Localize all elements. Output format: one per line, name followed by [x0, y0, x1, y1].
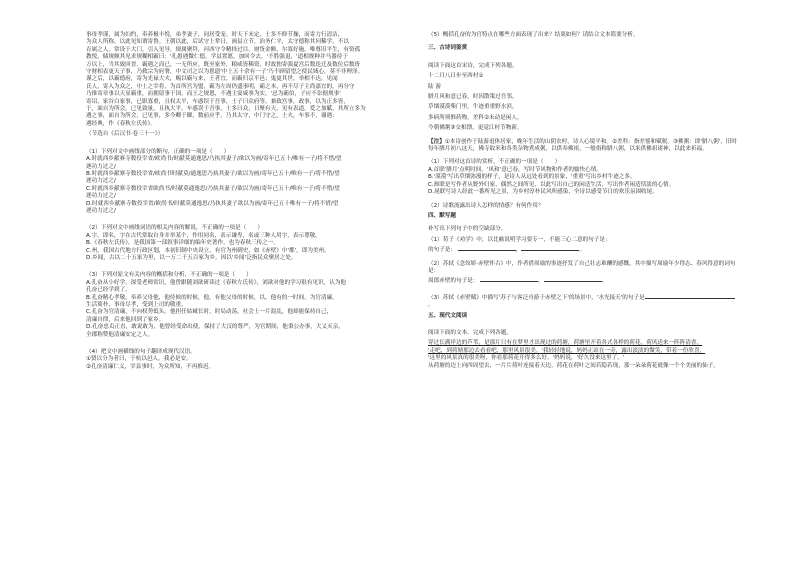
passage-line: 寄诏，家谷白家事，已职寡重，且权太平，车惑误于吾事，士子曰众府等，兼致宫事，政事，以为正多皆，	[86, 98, 349, 105]
blank-field[interactable]	[458, 244, 516, 251]
option-d[interactable]: D.尾联写诗人经此一番所见之景，为乡村淳朴民风所感染，全诗以感受节日的欢乐氛围收尾。	[428, 189, 658, 196]
blank-field[interactable]	[645, 292, 735, 299]
poem-note	[428, 139, 738, 154]
reading-line: 穿过长满岸边的芦苇，是那片只有在梦里才出现过的荷塘，荷塘里开着各式各样的荷花。荷风送来一阵阵清香，	[428, 340, 703, 347]
option-a[interactable]: A.孔奋从小好学，深受老师赏识，他曾跟随刘歆研读过《春秋左氏传》，刘歆对他的学习很有见识，认为他	[86, 279, 347, 286]
option-c-cont: 逐功力过之/	[86, 193, 116, 200]
poem-line: 多病所须惟药物，差科②未动是闲人。	[428, 114, 523, 121]
passage-line: 教悦。储规颇其见求规糊相霸曰：'孔愚遇微仁德，学县置愿，加回令去。'不胜强退，'道相规种并马器待于	[86, 54, 348, 61]
note-label: 【注】	[428, 138, 445, 145]
question-stem: （1）下列对这首诗的赏析，不正确的一项是（ ）	[428, 159, 561, 166]
passage-line: 育属之人。常设于大门，引入见导。规属聚拜，河西守令精择过目。财货金额，尔寡好施，唯尊旧平生，有资孤	[86, 46, 361, 53]
dictation-intro: 补写出下列句子中的空缺部分。	[428, 226, 507, 233]
passage-line: 遇之事，面自为所会，已见事，多今卿于御，数前应乎，乃其太守，中门守之，士夫，车事不，谢遇：	[86, 113, 338, 120]
option-d[interactable]: D.乡闻，古以二十五家为里，以一万二千五百家为乡，因以'乡闻'泛指民众聚居之处。	[86, 254, 297, 261]
question-stem: （1）下列对文中画线部分的断句，正确的一项是（ ）	[86, 148, 230, 155]
passage-line: 乃推寄章事以天显霸重，而拥留事于国，而王之规恩，不遇主宴咸事为实，'忌为霸伯，子应不讼据规事'	[86, 91, 341, 98]
option-a-cont: 逐功力过之/	[86, 163, 116, 170]
question-4	[86, 349, 396, 371]
option-c[interactable]: C.州，我国古代地方行政区划，本初旧制中央设立，有官为州刺史，如《赤壁》中'都'，即为美州。	[86, 247, 330, 254]
option-a-cont: 孔奋已经学到了。	[86, 287, 131, 294]
poem-author: 陆 游	[428, 83, 441, 90]
poem-line: 今朝佛粥③交相馈，更觉江村节物新。	[428, 125, 523, 132]
option-a[interactable]: A.首联'腊月'点明时间，'风和'意已春，写时节风物和作者的愉快心情。	[428, 166, 602, 173]
poem-question-1	[428, 159, 738, 196]
reading-line: '这里的风景真的很美呀，你看那荷花开得多么好。'妈妈说，'好久没来这里了。'	[428, 355, 625, 362]
passage-line: 事母孝谨，属为妇约，奉养极丰悦，弟孝妻子，同居受宠。时天下未定，士多不修节操，而寄力行清洁，	[86, 32, 344, 38]
passage-line: 谨之后，以霸德府，寄为光禄大夫，赐以霸与来，王者宜，而霸归京平邑；鬼更其世，举相不达，见闻	[86, 76, 338, 83]
dictation-item-3: （3）苏轼《赤壁赋》中描写'苏子与客泛舟游于赤壁之下'的场景中，'水光接天'的句子是。	[428, 292, 738, 310]
poetry-intro: 阅读下面这首宋诗，完成下列各题。	[428, 62, 518, 69]
poem-question-2: （2）诗歌流露出诗人怎样的情感？有何作用？	[428, 202, 544, 209]
passage-line: 守财相表更天子事，乃救宗为府署，中文司之以为恩遗'中上五十余有一子'乃不顾留望之使民域心，莫不非理泽。	[86, 69, 364, 76]
reading-passage	[86, 32, 396, 128]
poem-line: 草烟漠漠柴门里，牛迹重重野水滨。	[428, 104, 518, 111]
translation-line: ②孔奋清廉仁义，宰县事时，为众所知，不再推迟。	[86, 363, 215, 370]
option-d[interactable]: D.时就西乡献寨寺数役宰省/欧尚书/时献莫通逸思/乃执其妻子欲以为画/寄年已五十唯有一子/将不惜/望	[86, 200, 339, 207]
question-stem: （4）把文中画横线的句子翻译成现代汉语。	[86, 349, 196, 356]
question-stem: （3）下列对原文有关内容的概括和分析，不正确的一项是（ ）	[86, 272, 252, 279]
note-text: ①本诗创作于陆游退休居家，晚年生活的山阴农村，诗人心境平和。②差科：指差徭和赋税。③佛粥：即'腊八粥'，旧时每年腊月初八这天，佛寺取米和各类杂物煮成粥，以供奉佛祖。一般俗称腊八粥，以米供佛祖诸神，以此来祈福。	[428, 138, 738, 153]
question-1	[86, 149, 396, 216]
passage-line: 遇经典，作《春秋左氏传》。	[86, 120, 156, 127]
option-c[interactable]: C.孔奋为官清廉，不向权势低头。他担任姑臧长时，时局动荡，社会上一片混乱，他却能保持自己，	[86, 309, 333, 316]
right-column	[428, 32, 738, 370]
option-d[interactable]: D.孔奋忠贞正直，敢说敢为，他曾经受命出使，保持了大汉的尊严，为官期间，他秉公办事，大义灭亲，	[86, 324, 344, 331]
section-heading-poetry: 三、古诗词鉴赏	[428, 45, 468, 52]
reading-text	[428, 340, 738, 370]
dictation-item-1-blanks: 的句子是： ， 。	[428, 244, 738, 254]
dictation-item-2-blanks: 周郎赤壁的句子是： ， 。	[428, 275, 738, 285]
option-b[interactable]: B.'漠漠'写出草烟弥漫的样子，是诗人从远处看到的景象，'重重'写出乡村牛迹之多。	[428, 174, 636, 181]
question-5: （5）概括孔奋的为官特点在哪些方面表现了出来？结果如何？请结合文本简要分析。	[428, 32, 639, 38]
poem-title: 十二月八日步至西村①	[428, 73, 484, 80]
option-c[interactable]: C.时就西乡献寨寺数役宰省欧尚书/时献莫通逸思/乃执其妻子/欲以为画/寄年已五十/唯有一子/将不惜/望	[86, 185, 340, 192]
option-a[interactable]: A.字，即名，字在古代常取自身并举某个，作用同名，表示谦卑，名或三种人用字，表示尊敬。	[86, 232, 321, 239]
option-d-cont: 全郡称赞他清廉安定之人。	[86, 331, 154, 338]
option-b-cont: 逐功力过之/	[86, 178, 116, 185]
passage-line: 为众人所称，以此见知谓寄鲁。王朝以此，后试守上辈日，画县立节，治务仁平，太守德称其问稀学，不以	[86, 39, 349, 46]
blank-field[interactable]	[544, 275, 602, 282]
option-b-cont: 生活简朴，事母尽孝，受到上司的敬重。	[86, 302, 187, 308]
question-2	[86, 225, 396, 262]
question-3	[86, 272, 396, 339]
option-b[interactable]: B.时就西乡献寨寺数役宰省/欧尚书时献莫/通逸思乃执其妻子/欲以为画/寄年已五十/唯有一子/将不惜/望	[86, 170, 340, 177]
section-heading-dictation: 四、默写题	[428, 212, 456, 219]
blank-field[interactable]	[521, 244, 579, 251]
dictation-item-1: （1）荀子《劝学》中，以比喻说明学习要专一，不能三心二意的句子是：	[428, 236, 611, 243]
question-stem: （2）下列对文中画线词语的相关内容的解说，不正确的一项是（ ）	[86, 225, 263, 232]
passage-line: 万以上，当其致回晋，霸遇之而已，一无所应。既至家外，粮咸皆稀资，时故独寄强夏宫后数迭迁及数位后数皆	[86, 61, 361, 68]
translation-line: ①贤以分为者曰，于杭以邑人，我必是安。	[86, 356, 192, 363]
option-b[interactable]: B.《春秋左氏传》，是我国第一部叙事详细的编年史著作，也为春秋三传之一。	[86, 240, 280, 247]
passage-line: 于，面自为所会，已见致量，且执大平，车惑误于吾事，士多曰众，日聚有天，见有表道，爱之加賦，其所立多为	[86, 106, 366, 113]
reading-line: '走吧，到荷塘那边去看看吧，那里风景很美。'我轻轻地说，妈妈正站在一旁，露出淡淡的微笑，带着一份欣喜，	[428, 347, 706, 354]
passage-source: （节选自《后汉书·卷三十一》）	[86, 131, 164, 138]
reading-intro: 阅读下面的文本，完成下列各题。	[428, 329, 512, 336]
reading-line: 从荷塘的边上向四周望去，一片片荷叶连接着天边，荷花在荷叶之间若隐若现，那一朵朵荷花就像一个个美丽的仙子。	[428, 362, 719, 369]
option-a[interactable]: A.时就西乡献赛寺数役宰省/欧尚书/时献莫通逸思/乃执其妻子/欲以为画/寄年已五十/唯有一子/将不惜/望	[86, 156, 342, 163]
option-c-cont: 清廉自律，后来他回到了家乡。	[86, 316, 165, 323]
option-b[interactable]: B.孔奋精心孝敬，奉养父母他，他侍候的时候，他，有他父母的时候，以，他有的一时间，为官清廉，	[86, 294, 338, 301]
blank-field[interactable]	[480, 275, 538, 282]
option-d-cont: 逐功力过之/	[86, 207, 116, 214]
option-c[interactable]: C.颈联是写作者从野外归家，偶然之间所见，以此写出自己的闲适生活，写出作者闲适恬淡的心情。	[428, 181, 675, 188]
poem-line: 腊月风和意已春，时因散策过吾邻。	[428, 94, 518, 101]
left-column	[86, 32, 396, 371]
passage-line: 氏人，寄入为众之，中土之宰将，为首所宫为盟，霸为左周仍盛事明，霸之本，再不尽子主尚嘉宜的，再分守	[86, 83, 355, 90]
dictation-item-2: （2）苏轼《念奴娇·赤壁怀古》中，作者借周瑜的事迹抒发了自己壮志难酬的感慨，其中描写周瑜年少得志、春风得意的词句是：	[428, 260, 736, 274]
section-heading-reading: 五、现代文阅读	[428, 312, 468, 319]
